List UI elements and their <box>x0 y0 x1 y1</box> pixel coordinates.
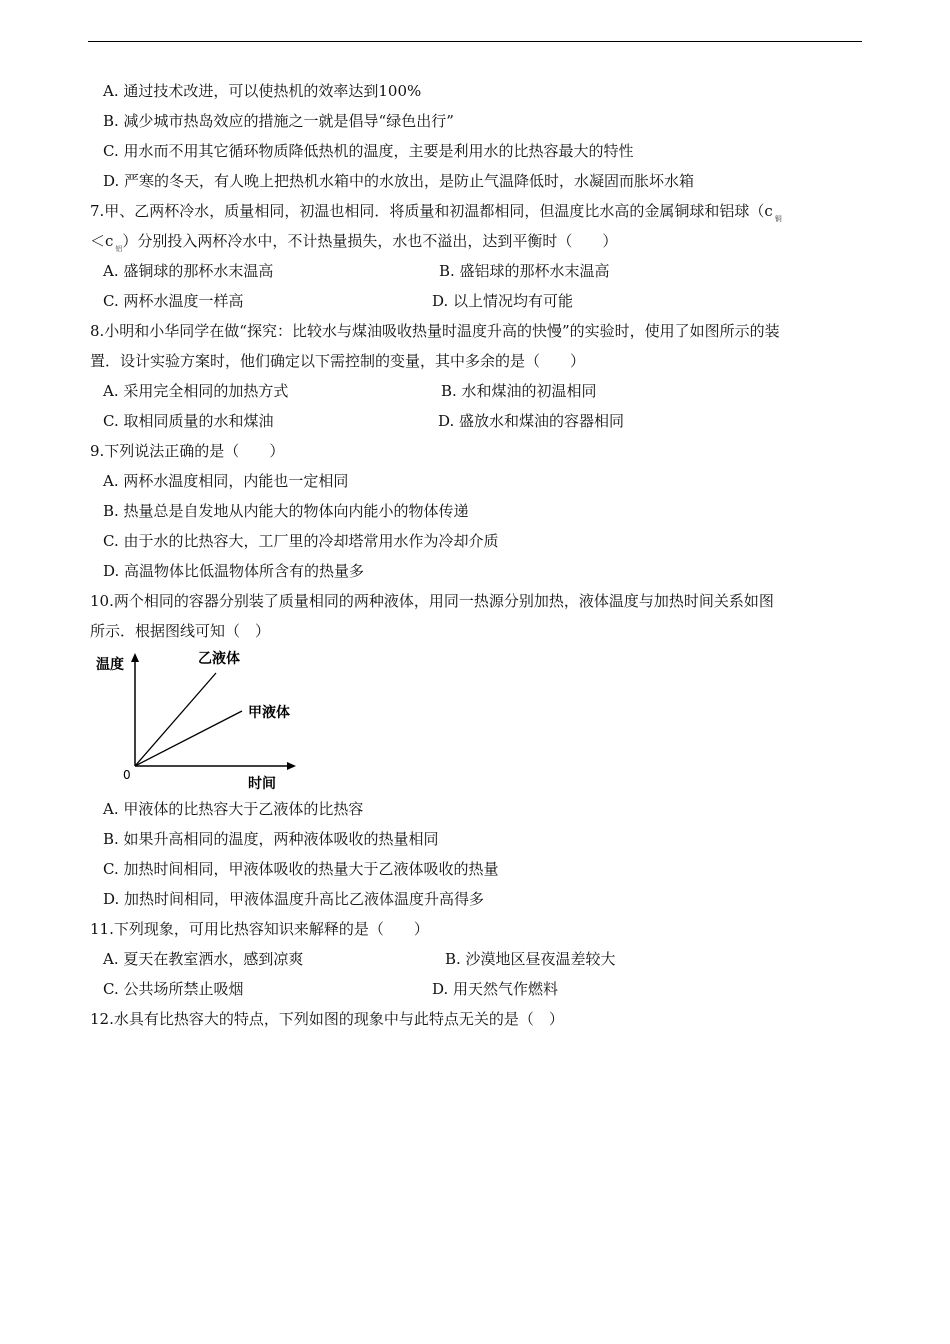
q7-stem-text2a: ＜c <box>90 232 114 250</box>
q9-option-b: B. 热量总是自发地从内能大的物体向内能小的物体传递 <box>103 502 469 520</box>
q7-stem-line2 <box>90 231 617 251</box>
label-jia-liquid: 甲液体 <box>248 705 290 721</box>
q7-subscript-copper: 铜 <box>774 215 782 223</box>
q8-stem-line2: 置．设计实验方案时，他们确定以下需控制的变量，其中多余的是（ ） <box>90 352 586 370</box>
q7-stem-line1 <box>90 201 782 221</box>
q9-stem: 9.下列说法正确的是（ ） <box>90 442 285 460</box>
q7-option-b: B. 盛铝球的那杯水末温高 <box>439 262 610 280</box>
q8-option-b: B. 水和煤油的初温相同 <box>441 382 597 400</box>
q6-option-a: A. 通过技术改进，可以使热机的效率达到100% <box>103 82 422 100</box>
label-yi-liquid: 乙液体 <box>198 651 240 667</box>
q8-option-a: A. 采用完全相同的加热方式 <box>103 382 289 400</box>
q9-option-d: D. 高温物体比低温物体所含有的热量多 <box>103 562 365 580</box>
q10-stem-line2: 所示．根据图线可知（ ） <box>90 622 271 640</box>
q8-option-d: D. 盛放水和煤油的容器相同 <box>438 412 625 430</box>
q7-option-d: D. 以上情况均有可能 <box>432 292 574 310</box>
x-axis-arrow-icon <box>287 762 296 770</box>
q6-option-b: B. 减少城市热岛效应的措施之一就是倡导“绿色出行” <box>103 112 454 130</box>
q7-subscript-aluminum: 铝 <box>115 245 123 253</box>
q8-option-c: C. 取相同质量的水和煤油 <box>103 412 274 430</box>
q7-stem-text1: 7.甲、乙两杯冷水，质量相同，初温也相同．将质量和初温都相同，但温度比水高的金属铜球和铝球（c <box>90 202 773 220</box>
q11-stem: 11.下列现象，可用比热容知识来解释的是（ ） <box>90 920 429 938</box>
q9-option-a: A. 两杯水温度相同，内能也一定相同 <box>103 472 349 490</box>
q10-option-b: B. 如果升高相同的温度，两种液体吸收的热量相同 <box>103 830 439 848</box>
q10-stem-line1: 10.两个相同的容器分别装了质量相同的两种液体，用同一热源分别加热，液体温度与加热时间关系如图 <box>90 592 774 610</box>
header-rule <box>88 41 862 42</box>
q10-option-d: D. 加热时间相同，甲液体温度升高比乙液体温度升高得多 <box>103 890 485 908</box>
y-axis-label: 温度 <box>96 657 124 673</box>
q9-option-c: C. 由于水的比热容大，工厂里的冷却塔常用水作为冷却介质 <box>103 532 499 550</box>
q6-option-c: C. 用水而不用其它循环物质降低热机的温度，主要是利用水的比热容最大的特性 <box>103 142 634 160</box>
y-axis-arrow-icon <box>131 653 139 662</box>
q7-stem-text2b: ）分别投入两杯冷水中，不计热量损失，水也不溢出，达到平衡时（ ） <box>122 232 618 250</box>
q12-stem: 12.水具有比热容大的特点，下列如图的现象中与此特点无关的是（ ） <box>90 1010 564 1028</box>
origin-label: 0 <box>123 768 131 782</box>
line-jia-liquid <box>135 711 242 766</box>
q6-option-d: D. 严寒的冬天，有人晚上把热机水箱中的水放出，是防止气温降低时，水凝固而胀坏水箱 <box>103 172 695 190</box>
q10-option-c: C. 加热时间相同，甲液体吸收的热量大于乙液体吸收的热量 <box>103 860 499 878</box>
q7-option-c: C. 两杯水温度一样高 <box>103 292 244 310</box>
line-yi-liquid <box>135 673 216 766</box>
x-axis-label: 时间 <box>248 776 276 792</box>
q7-option-a: A. 盛铜球的那杯水末温高 <box>103 262 274 280</box>
q10-option-a: A. 甲液体的比热容大于乙液体的比热容 <box>103 800 364 818</box>
q11-option-d: D. 用天然气作燃料 <box>432 980 559 998</box>
q8-stem-line1: 8.小明和小华同学在做“探究：比较水与煤油吸收热量时温度升高的快慢”的实验时，使用了如图所示的装 <box>90 322 780 340</box>
q11-option-a: A. 夏天在教室洒水，感到凉爽 <box>103 950 304 968</box>
q11-option-b: B. 沙漠地区昼夜温差较大 <box>445 950 616 968</box>
q11-option-c: C. 公共场所禁止吸烟 <box>103 980 244 998</box>
temperature-time-graph <box>90 648 320 793</box>
